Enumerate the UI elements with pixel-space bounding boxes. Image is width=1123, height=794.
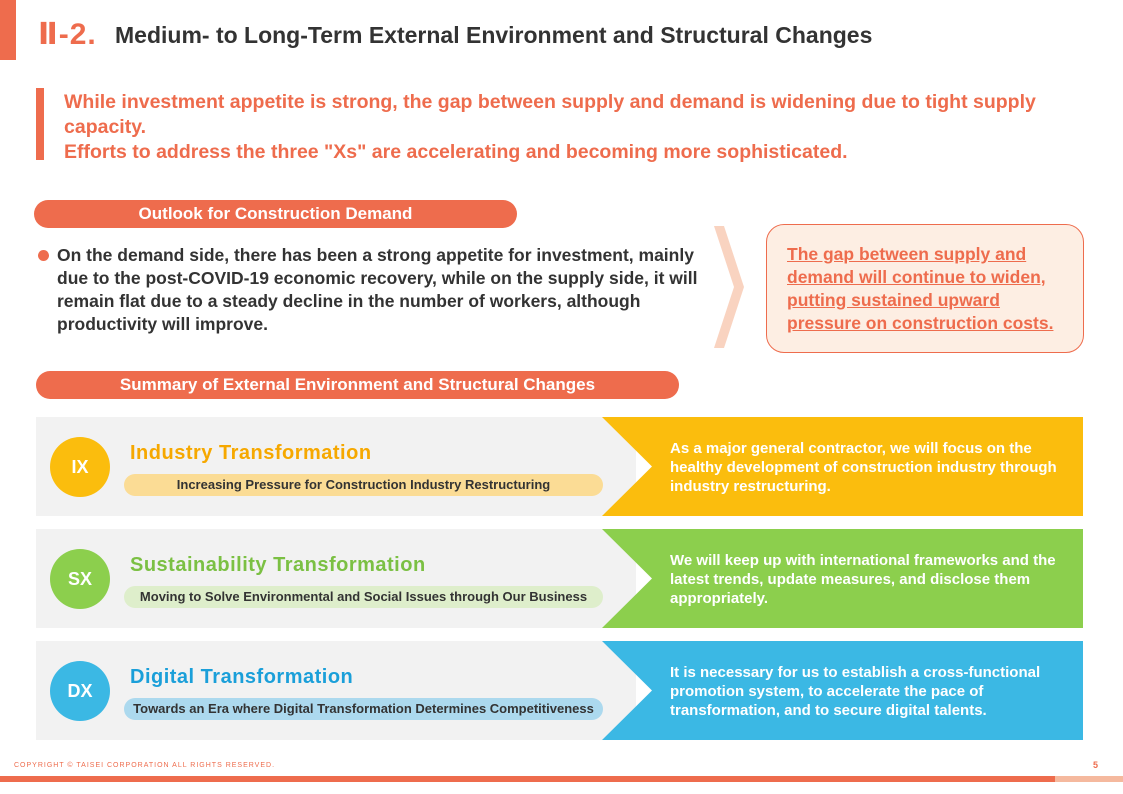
ix-badge: IX [50,437,110,497]
lead-accent-bar [36,88,44,160]
summary-heading: Summary of External Environment and Structural Changes [36,371,679,399]
page-title: Medium- to Long-Term External Environment and Structural Changes [115,22,873,48]
row-description-panel [602,417,1083,516]
row-left-panel [36,417,636,516]
transformation-row-ix [36,417,1083,516]
outlook-heading: Outlook for Construction Demand [34,200,517,228]
outlook-body: On the demand side, there has been a strong appetite for investment, mainly due to the post-COVID-19 economic recovery, while on the supply side, it will remain flat due to a steady decline in the number of workers, although productivity will improve. [57,245,698,334]
conclusion-text: The gap between supply and demand will continue to widen, putting sustained upward pressure on construction costs. [787,244,1054,333]
row-description: As a major general contractor, we will focus on the healthy development of construction industry through industry restructuring. [670,440,1057,495]
transformation-row-sx [36,529,1083,628]
bullet-dot-icon [38,250,49,261]
row-left-panel [36,641,636,740]
row-title: Industry Transformation [130,442,372,464]
chevron-right-icon [712,224,746,350]
row-subtitle: Towards an Era where Digital Transformation Determines Competitiveness [124,698,603,720]
row-subtitle: Moving to Solve Environmental and Social Issues through Our Business [124,586,603,608]
row-title: Sustainability Transformation [130,554,426,576]
footer-bar [0,776,1055,782]
lead-line-1: While investment appetite is strong, the gap between supply and demand is widening due to tight supply capacity. [64,91,1036,138]
lead-line-2: Efforts to address the three "Xs" are accelerating and becoming more sophisticated. [64,141,848,163]
dx-badge: DX [50,661,110,721]
corner-accent-bar [0,0,16,60]
row-subtitle: Increasing Pressure for Construction Industry Restructuring [124,474,603,496]
row-description: It is necessary for us to establish a cross-functional promotion system, to accelerate the pace of transformation, and to secure digital talents. [670,664,1041,719]
page-number: 5 [1093,760,1099,770]
copyright-notice: COPYRIGHT © TAISEI CORPORATION ALL RIGHTS RESERVED. [14,762,276,769]
row-title: Digital Transformation [130,666,354,688]
row-description: We will keep up with international frameworks and the latest trends, update measures, and disclose them appropriately. [670,552,1056,607]
row-left-panel [36,529,636,628]
row-description-panel [602,529,1083,628]
sx-badge: SX [50,549,110,609]
row-description-panel [602,641,1083,740]
footer-bar-light [1055,776,1123,782]
section-number: Ⅱ-2. [38,18,97,51]
lead-statement [64,90,1074,165]
transformation-row-dx [36,641,1083,740]
conclusion-box [766,224,1084,353]
